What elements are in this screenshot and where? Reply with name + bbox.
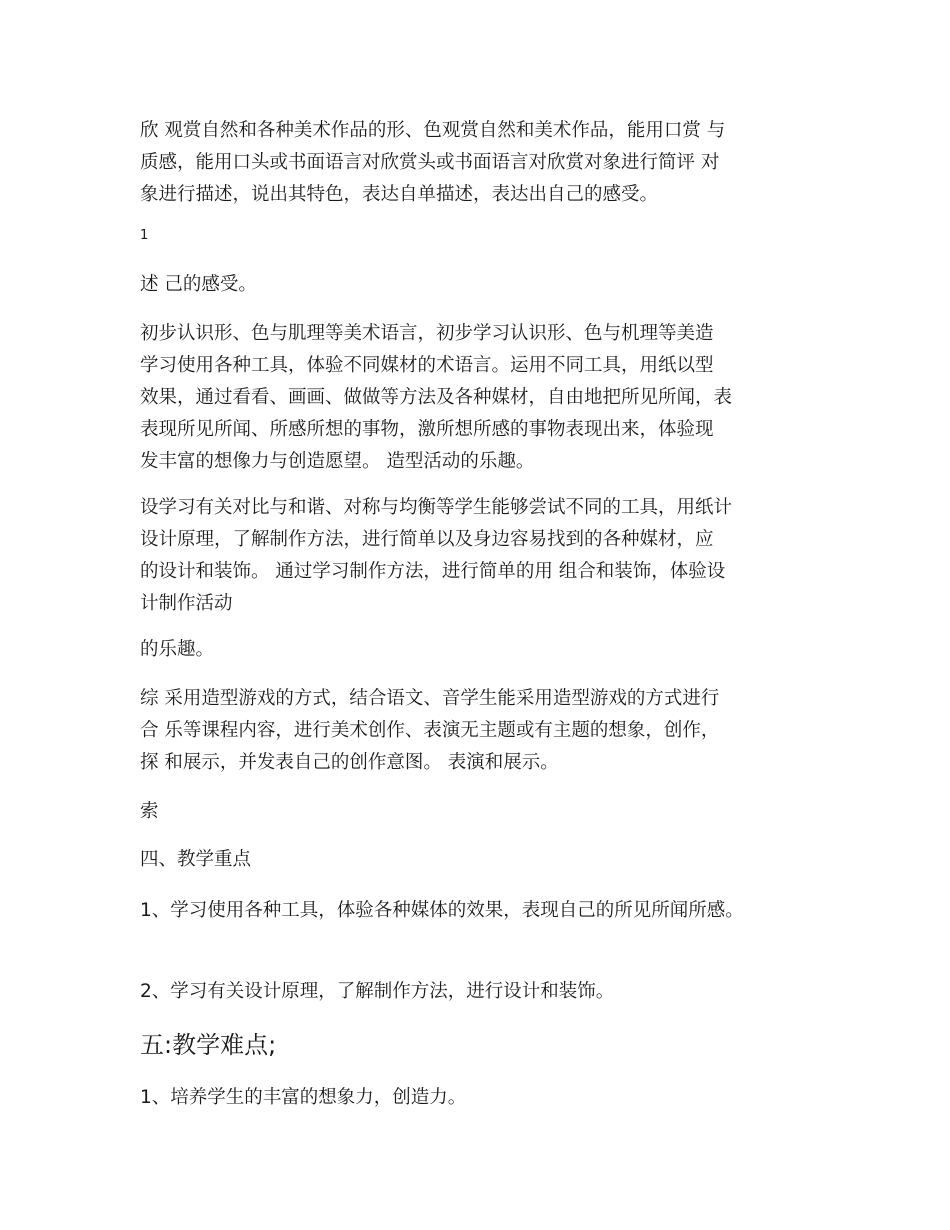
- text-line: 效果，通过看看、画画、做做等方法及各种媒材，自由地把所见所闻，表: [140, 387, 733, 408]
- text-line: 1、培养学生的丰富的想象力，创造力。: [140, 1087, 467, 1108]
- paragraph-integrated: [140, 683, 830, 779]
- text-line: 设计原理，了解制作方法，进行简单以及身边容易找到的各种媒材，应: [140, 529, 714, 550]
- list-item-key-point-2: [140, 976, 830, 1008]
- paragraph-fun: [140, 634, 830, 666]
- text-line: 探 和展示，并发表自己的创作意图。 表演和展示。: [140, 752, 559, 773]
- text-line: 索: [140, 801, 159, 822]
- section-heading-key-points: [140, 844, 830, 876]
- text-line: 2、学习有关设计原理，了解制作方法，进行设计和装饰。: [140, 981, 615, 1002]
- paragraph-appreciation: [140, 115, 830, 211]
- text-line: 欣 观赏自然和各种美术作品的形、色观赏自然和美术作品，能用口赏 与: [140, 120, 726, 141]
- text-line: 表现所见所闻、所感所想的事物，激所想所感的事物表现出来，体验现: [140, 419, 714, 440]
- section-heading-difficulties: 五:教学难点;: [140, 1031, 277, 1059]
- text-line: 合 乐等课程内容，进行美术创作、表演无主题或有主题的想象，创作，: [140, 720, 720, 741]
- paragraph-art-language: [140, 318, 830, 478]
- text-line: 发丰富的想像力与创造愿望。 造型活动的乐趣。: [140, 451, 535, 472]
- list-item-difficulty-1: [140, 1082, 830, 1114]
- text-line: 的设计和装饰。 通过学习制作方法，进行简单的用 组合和装饰，体验设: [140, 561, 726, 582]
- text-line: 初步认识形、色与肌理等美术语言，初步学习认识形、色与机理等美造: [140, 323, 714, 344]
- text-line: 质感，能用口头或书面语言对欣赏头或书面语言对欣赏对象进行简评 对: [140, 152, 720, 173]
- page-number: 1: [140, 228, 149, 243]
- text-line: 象进行描述，说出其特色，表达自单描述，表达出自己的感受。: [140, 184, 659, 205]
- list-item-key-point-1: [140, 895, 830, 927]
- paragraph-explore: [140, 796, 830, 828]
- text-line: 学习使用各种工具，体验不同媒材的术语言。运用不同工具，用纸以型: [140, 355, 714, 376]
- text-line: 1、学习使用各种工具，体验各种媒体的效果，表现自己的所见所闻所感。: [140, 900, 744, 921]
- text-line: 的乐趣。: [140, 639, 215, 660]
- paragraph-design: [140, 492, 830, 620]
- text-line: 四、教学重点: [140, 849, 252, 870]
- text-line: 计制作活动: [140, 593, 233, 614]
- text-line: 综 采用造型游戏的方式，结合语文、音学生能采用造型游戏的方式进行: [140, 688, 720, 709]
- text-line: 述 己的感受。: [140, 274, 257, 295]
- paragraph-feelings: [140, 269, 830, 301]
- text-line: 设学习有关对比与和谐、对称与均衡等学生能够尝试不同的工具，用纸计: [140, 497, 733, 518]
